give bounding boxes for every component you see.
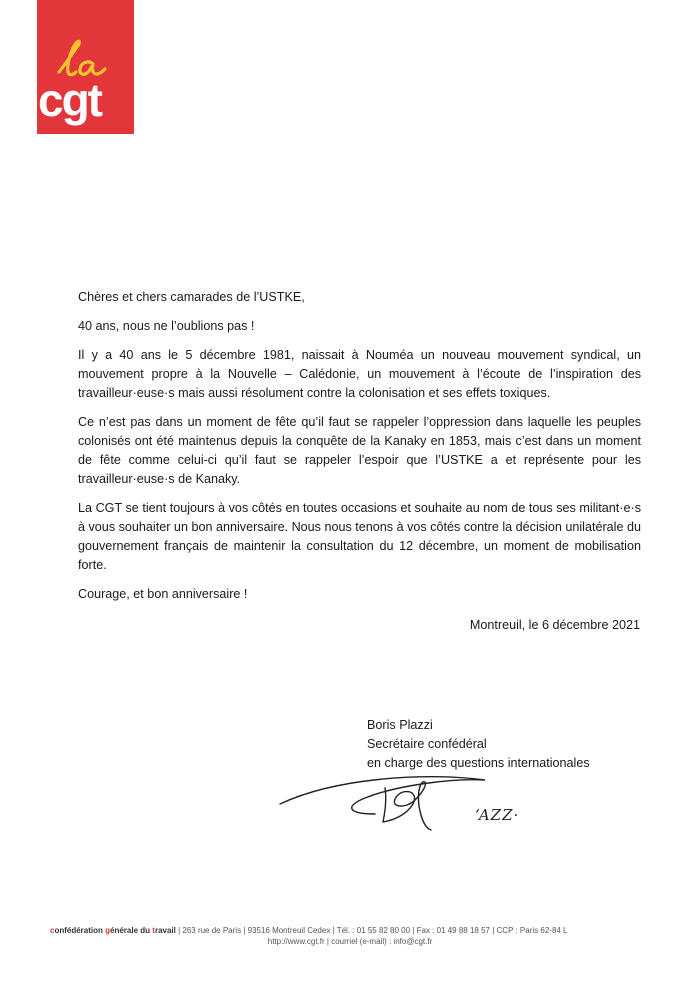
letterhead-footer	[50, 925, 650, 947]
date-line: Montreuil, le 6 décembre 2021	[469, 618, 640, 632]
signatory-name: Boris Plazzi	[367, 718, 433, 732]
salutation: Chères et chers camarades de l’USTKE,	[78, 290, 305, 304]
signature-block	[367, 716, 590, 773]
letter-body	[78, 288, 641, 614]
footer-org-name: confédération générale du travail	[50, 926, 176, 935]
cgt-logo	[37, 0, 134, 134]
paragraph-5: Courage, et bon anniversaire !	[78, 587, 248, 601]
svg-text:ʻAZZ·: ʻAZZ·	[475, 806, 520, 824]
paragraph-2: Il y a 40 ans le 5 décembre 1981, naissait à Nouméa un nouveau mouvement syndical, un mouvement propre à la Nouvelle – Calédonie, un mouvement à l’écoute de l’inspiration des travailleur·euse·s mais aussi résolument contre la colonisation et ses effets toxiques.	[78, 348, 641, 400]
paragraph-4: La CGT se tient toujours à vos côtés en toutes occasions et souhaite au nom de tous ses militant·e·s à vous souhaiter un bon anniversaire. Nous nous tenons à vos côtés contre la décision unilatérale du gouvernement français de maintenir la consultation du 12 décembre, un moment de mobilisation forte.	[78, 501, 641, 572]
paragraph-3: Ce n’est pas dans un moment de fête qu’il faut se rappeler l’oppression dans laquelle les peuples colonisés ont été maintenus depuis la conquête de la Kanaky en 1853, mais c’est dans un moment de fête comme celui-ci qu’il faut se rappeler l’espoir que l’USTKE a et représente pour les travailleur·euse·s de Kanaky.	[78, 415, 641, 486]
footer-address: | 263 rue de Paris | 93516 Montreuil Cedex | Tél. : 01 55 82 80 00 | Fax : 01 49 88 18 57 | CCP : Paris 62-84 L	[175, 926, 568, 935]
footer-address-line	[50, 925, 650, 936]
signatory-role: en charge des questions internationales	[367, 756, 590, 770]
signatory-title: Secrétaire confédéral	[367, 737, 487, 751]
svg-text:cgt: cgt	[38, 74, 101, 126]
paragraph-1: 40 ans, nous ne l’oublions pas !	[78, 319, 255, 333]
footer-web-line: http://www.cgt.fr | courriel (e-mail) : info@cgt.fr	[267, 937, 433, 946]
handwritten-signature	[275, 770, 560, 832]
